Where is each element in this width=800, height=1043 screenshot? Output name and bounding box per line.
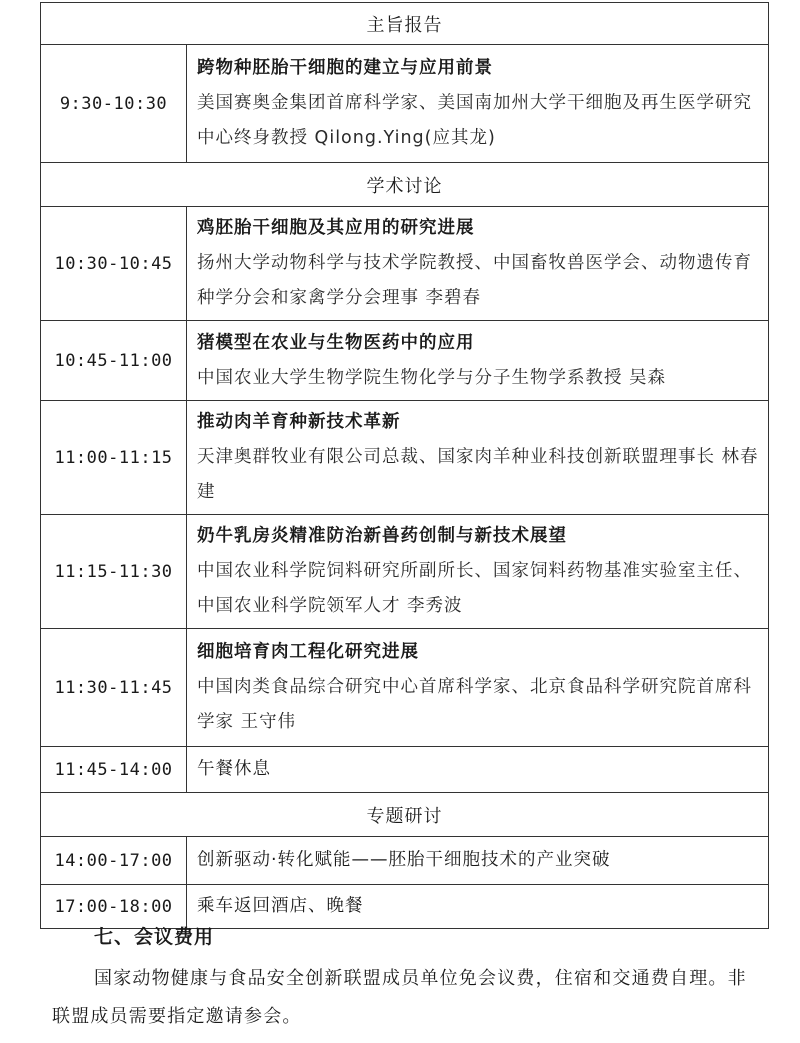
table-row xyxy=(41,321,769,401)
table-row xyxy=(41,747,769,793)
seminar-cell xyxy=(187,837,769,885)
section-row-discussion xyxy=(41,163,769,207)
talk-cell xyxy=(187,515,769,629)
time-slot: 11:00-11:15 xyxy=(41,401,187,515)
talk-title: 猪模型在农业与生物医药中的应用 xyxy=(197,332,475,353)
fee-paragraph: 国家动物健康与食品安全创新联盟成员单位免会议费，住宿和交通费自理。非联盟成员需要指定邀请参会。 xyxy=(52,968,747,1027)
talk-speaker: 中国肉类食品综合研究中心首席科学家、北京食品科学研究院首席科学家 王守伟 xyxy=(197,677,752,732)
seminar-text: 创新驱动·转化赋能——胚胎干细胞技术的产业突破 xyxy=(197,850,611,870)
table-row xyxy=(41,401,769,515)
talk-speaker: 中国农业科学院饲料研究所副所长、国家饲料药物基准实验室主任、中国农业科学院领军人才 李秀波 xyxy=(197,561,752,616)
section-header-keynote: 主旨报告 xyxy=(41,3,769,45)
time-slot: 10:30-10:45 xyxy=(41,207,187,321)
return-text: 乘车返回酒店、晚餐 xyxy=(197,896,364,916)
lunch-cell xyxy=(187,747,769,793)
time-slot: 17:00-18:00 xyxy=(41,885,187,929)
section-row-keynote xyxy=(41,3,769,45)
talk-speaker: 扬州大学动物科学与技术学院教授、中国畜牧兽医学会、动物遗传育种学分会和家禽学分会理事 李碧春 xyxy=(197,253,752,308)
section-header-seminar: 专题研讨 xyxy=(41,793,769,837)
talk-title: 奶牛乳房炎精准防治新兽药创制与新技术展望 xyxy=(197,526,567,546)
talk-title: 鸡胚胎干细胞及其应用的研究进展 xyxy=(197,218,475,238)
time-slot: 11:45-14:00 xyxy=(41,747,187,793)
talk-cell xyxy=(187,321,769,401)
section-header-discussion: 学术讨论 xyxy=(41,163,769,207)
agenda-table xyxy=(40,2,769,929)
talk-cell xyxy=(187,629,769,747)
table-row xyxy=(41,629,769,747)
talk-cell xyxy=(187,401,769,515)
time-slot: 11:15-11:30 xyxy=(41,515,187,629)
lunch-text: 午餐休息 xyxy=(197,759,271,779)
talk-title: 跨物种胚胎干细胞的建立与应用前景 xyxy=(197,58,493,78)
talk-cell xyxy=(187,45,769,163)
time-slot: 11:30-11:45 xyxy=(41,629,187,747)
talk-title: 推动肉羊育种新技术革新 xyxy=(197,412,401,432)
section-heading: 七、会议费用 xyxy=(94,926,215,948)
talk-speaker: 美国赛奥金集团首席科学家、美国南加州大学干细胞及再生医学研究中心终身教授 Qilong.Ying(应其龙) xyxy=(197,93,752,148)
talk-title: 细胞培育肉工程化研究进展 xyxy=(197,642,419,662)
talk-speaker: 天津奥群牧业有限公司总裁、国家肉羊种业科技创新联盟理事长 林春建 xyxy=(197,447,759,502)
time-slot: 10:45-11:00 xyxy=(41,321,187,401)
table-row xyxy=(41,837,769,885)
return-cell xyxy=(187,885,769,929)
time-slot: 14:00-17:00 xyxy=(41,837,187,885)
time-slot: 9:30-10:30 xyxy=(41,45,187,163)
table-row xyxy=(41,45,769,163)
talk-cell xyxy=(187,207,769,321)
talk-speaker: 中国农业大学生物学院生物化学与分子生物学系教授 吴森 xyxy=(197,367,667,388)
table-row xyxy=(41,515,769,629)
section-row-seminar xyxy=(41,793,769,837)
table-row xyxy=(41,207,769,321)
